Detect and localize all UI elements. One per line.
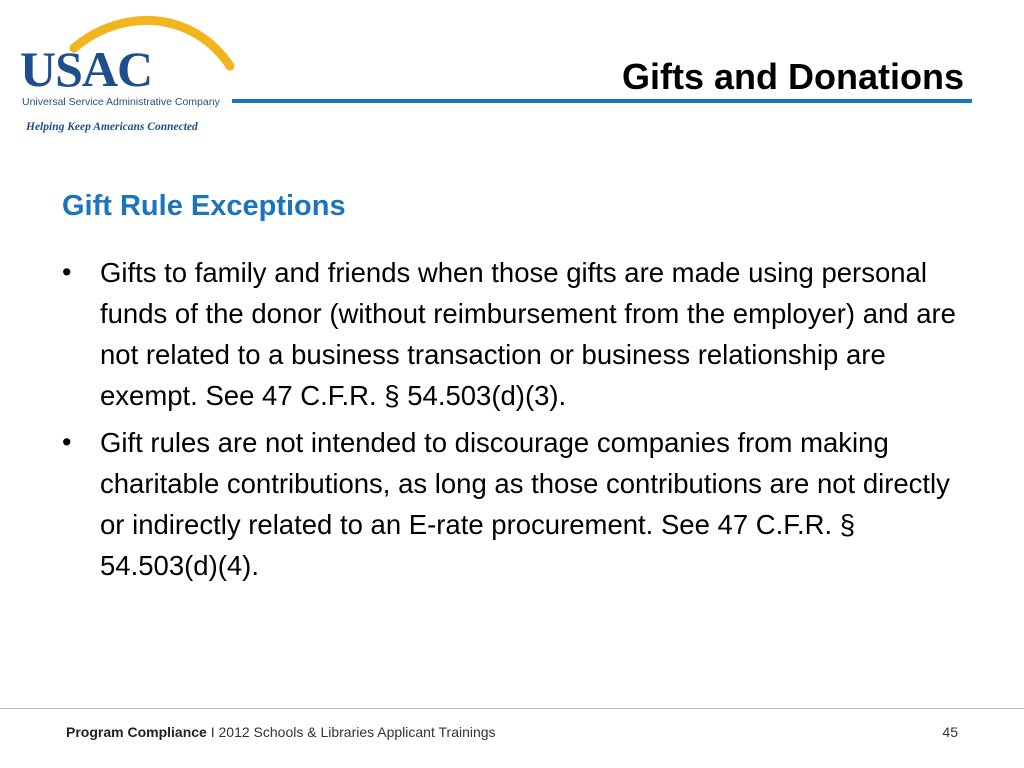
- title-divider: [232, 99, 972, 103]
- usac-logo: [14, 14, 244, 133]
- logo-subtitle: Universal Service Administrative Company: [22, 96, 220, 108]
- footer-event: 2012 Schools & Libraries Applicant Trainings: [218, 724, 496, 740]
- logo-tagline: Helping Keep Americans Connected: [26, 121, 198, 133]
- page-number: 45: [942, 724, 958, 740]
- footer: [66, 724, 496, 740]
- bullet-text: Gifts to family and friends when those gifts are made using personal funds of the donor (without reimbursement from the employer) and are not related to a business transaction or business relationship are exempt. See 47 C.F.R. § 54.503(d)(3).: [100, 257, 956, 411]
- bullet-item: [60, 252, 970, 416]
- bullet-list: [60, 252, 970, 592]
- section-heading: Gift Rule Exceptions: [62, 190, 346, 222]
- footer-separator: I: [210, 724, 215, 740]
- bullet-icon: •: [62, 257, 72, 287]
- footer-divider: [0, 708, 1024, 709]
- bullet-text: Gift rules are not intended to discourage companies from making charitable contributions, as long as those contributions are not directly or indirectly related to an E-rate procurement. See 47 C.F.R. § 54.503(d)(4).: [100, 427, 950, 581]
- bullet-item: [60, 422, 970, 586]
- footer-program: Program Compliance: [66, 724, 207, 740]
- slide-title: Gifts and Donations: [622, 56, 964, 97]
- bullet-icon: •: [62, 427, 72, 457]
- logo-wordmark: USAC: [20, 41, 153, 97]
